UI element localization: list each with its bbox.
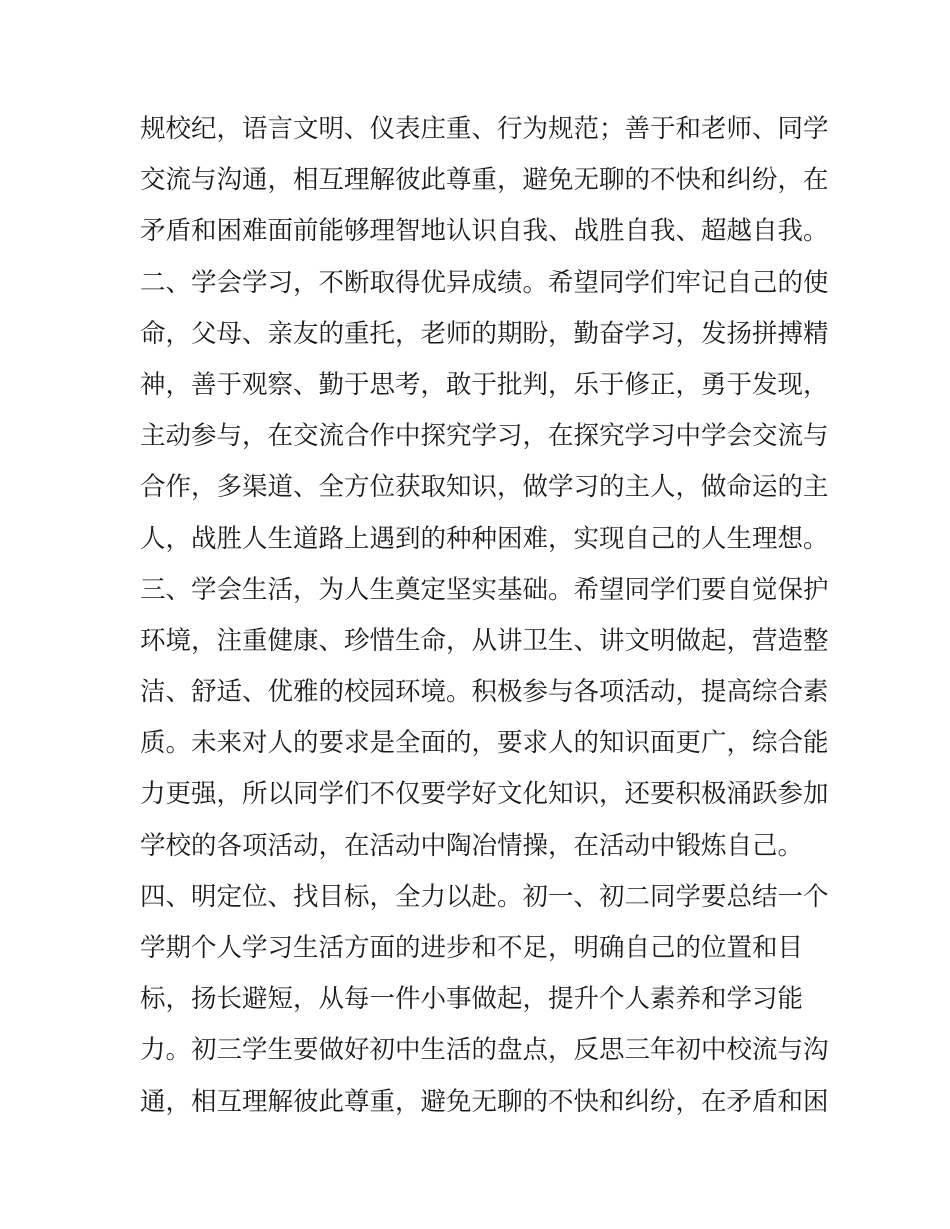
text-line: 通，相互理解彼此尊重，避免无聊的不快和纠纷，在矛盾和困: [140, 1086, 829, 1117]
text-line: 洁、舒适、优雅的校园环境。积极参与各项活动，提高综合素: [140, 677, 829, 708]
text-line: 矛盾和困难面前能够理智地认识自我、战胜自我、超越自我。: [140, 216, 829, 247]
text-line: 主动参与，在交流合作中探究学习，在探究学习中学会交流与: [140, 421, 829, 452]
text-line: 三、学会生活，为人生奠定坚实基础。希望同学们要自觉保护: [140, 574, 829, 605]
text-line: 力更强，所以同学们不仅要学好文化知识，还要积极涌跃参加: [140, 779, 829, 810]
text-line: 人，战胜人生道路上遇到的种种困难，实现自己的人生理想。: [140, 523, 829, 554]
text-line: 学期个人学习生活方面的进步和不足，明确自己的位置和目: [140, 933, 804, 963]
body-text: [140, 104, 829, 1128]
text-line: 四、明定位、找目标，全力以赴。初一、初二同学要总结一个: [140, 881, 829, 912]
text-line: 命，父母、亲友的重托，老师的期盼，勤奋学习，发扬拼搏精: [140, 318, 829, 349]
text-line: 二、学会学习，不断取得优异成绩。希望同学们牢记自己的使: [140, 267, 829, 298]
text-line: 环境，注重健康、珍惜生命，从讲卫生、讲文明做起，营造整: [140, 625, 829, 656]
text-line: 规校纪，语言文明、仪表庄重、行为规范；善于和老师、同学: [140, 114, 829, 144]
text-line: 力。初三学生要做好初中生活的盘点，反思三年初中校流与沟: [140, 1035, 829, 1066]
text-line: 交流与沟通，相互理解彼此尊重，避免无聊的不快和纠纷，在: [140, 165, 829, 196]
text-line: 质。未来对人的要求是全面的，要求人的知识面更广，综合能: [140, 728, 829, 759]
text-line: 学校的各项活动，在活动中陶冶情操，在活动中锻炼自己。: [140, 830, 804, 861]
text-line: 标，扬长避短，从每一件小事做起，提升个人素养和学习能: [140, 984, 804, 1015]
text-line: 合作，多渠道、全方位获取知识，做学习的主人，做命运的主: [140, 472, 829, 503]
text-line: 神，善于观察、勤于思考，敢于批判，乐于修正，勇于发现，: [140, 369, 829, 400]
